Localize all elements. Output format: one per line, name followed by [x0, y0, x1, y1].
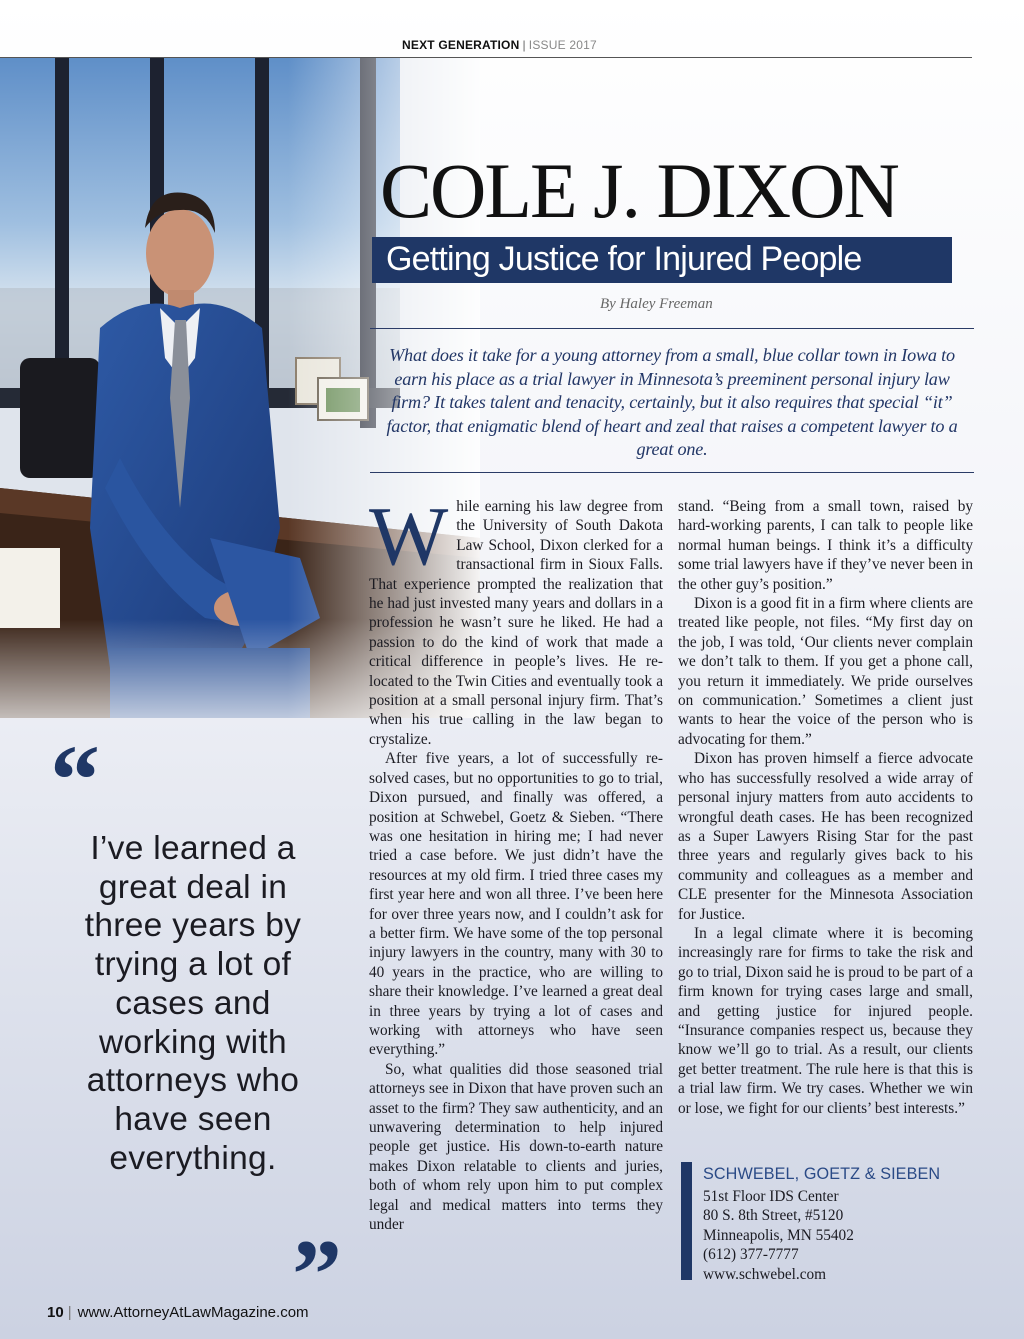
magazine-url[interactable]: www.AttorneyAtLawMagazine.com	[77, 1304, 309, 1321]
address-line-1: 51st Floor IDS Center	[703, 1187, 839, 1205]
body-paragraph: Dixon is a good fit in a firm where clients are treated like people, not files. “My first day on the job, I was told, ‘Our clients never complain we don’t talk to them. If you get a phone call, you return it immediately. We pride ourselves on communication.’ Sometimes a client just wants to hear the voice of the person who is advocating for them.”	[678, 595, 973, 748]
website-link[interactable]: www.schwebel.com	[703, 1265, 827, 1283]
body-column-1	[369, 490, 663, 1234]
close-quote-icon: ”	[292, 1219, 342, 1330]
byline: By Haley Freeman	[600, 296, 713, 312]
issue-label: ISSUE 2017	[528, 38, 597, 52]
body-column-2	[678, 497, 973, 1118]
body-paragraph: In a legal climate where it is becoming increasingly rare for firms to take the risk and go to trial, Dixon said he is proud to be part of a firm known for trying cases large and small, and getting justice for injured people. “Insurance companies respect us, because they know we’ll go to trial. As a result, our clients get better treatment. The rule here is that this is a trial law firm. We try cases. Whether we win or lose, we fight for our clients’ best interests.”	[678, 924, 973, 1117]
pull-quote: I’ve learned a great deal in three years by trying a lot of cases and working with attorneys who have seen everything.	[84, 830, 302, 1177]
body-paragraph: Dixon has proven himself a fierce advocate who has successfully resolved a wide array of personal injury matters from auto accidents to wrongful death cases. He has been recognized as a Super Lawyers Rising Star for the past three years and regularly gives back to his community and colleagues as a member and CLE presenter for the Minnesota Association for Justice.	[678, 750, 973, 923]
footer-separator: |	[67, 1304, 72, 1321]
phone-number: (612) 377-7777	[703, 1246, 799, 1263]
page-footer	[47, 1304, 309, 1321]
body-paragraph: hile earning his law degree from the University of South Dakota Law School, Dixon clerked for a transactional firm in Sioux Falls. That experience prompted the realization that he had just invested many years and dollars in a profession he wasn’t sure he liked. He had a passion to do the kind of work that made a critical difference in people’s lives. He relocated to the Twin Cities and eventually took a position at a small personal injury firm. That’s when his true calling in the law began to crystalize.	[369, 498, 663, 748]
running-header	[402, 38, 597, 52]
address-line-2: 80 S. 8th Street, #5120	[703, 1207, 844, 1224]
page-number: 10	[47, 1304, 64, 1321]
address-line-3: Minneapolis, MN 55402	[703, 1226, 854, 1244]
body-paragraph: So, what qualities did those seasoned trial attorneys see in Dixon that have proven such an asset to the firm? They saw authenticity, and an unwavering determination to help injured people get justice. His down-to-earth nature makes Dixon relatable to clients and juries, both of whom rely upon him to put complex legal and medical matters into terms they under	[369, 1060, 663, 1234]
firm-name: SCHWEBEL, GOETZ & SIEBEN	[703, 1165, 941, 1183]
deck-top-rule	[370, 328, 974, 329]
drop-cap: W	[369, 490, 449, 583]
deck-bottom-rule	[370, 472, 974, 473]
article-deck: What does it take for a young attorney from a small, blue collar town in Iowa to earn his place as a trial lawyer in Minnesota’s preeminent personal injury law firm? It takes talent and tenacity, certainly, but it also requires that special “it” factor, that enigmatic blend of heart and zeal that raises a competent lawyer to a great one.	[386, 345, 958, 459]
article-title: COLE J. DIXON	[380, 147, 898, 234]
body-paragraph: After five years, a lot of successfully resolved cases, but no opportunities to go to trial, Dixon pursued, and finally was offered, a position at Schwebel, Goetz & Sieben. “There was one hesitation in hiring me; I had never tried a case before. We just didn’t have the resources at my old firm. I tried three cases my first year here and won all three. I’ve been here for over three years now, and I couldn’t ask for a better firm. We have some of the top personal injury lawyers in the country, many with 30 to 40 years in the practice, who are willing to share their knowledge. I’ve learned a great deal in three years by trying a lot of cases and working with attorneys who have seen everything.”	[369, 750, 663, 1059]
open-quote-icon: “	[50, 724, 100, 835]
article-subtitle: Getting Justice for Injured People	[386, 240, 862, 278]
section-name: NEXT GENERATION	[402, 38, 520, 52]
contact-accent-bar	[681, 1162, 692, 1280]
body-paragraph: stand. “Being from a small town, raised by hard-working parents, I can talk to people like normal human beings. I think it’s a difficulty some trial lawyers have if they’ve never been in the other guy’s position.”	[678, 498, 973, 593]
contact-block	[703, 1165, 940, 1284]
header-separator: |	[522, 38, 526, 52]
